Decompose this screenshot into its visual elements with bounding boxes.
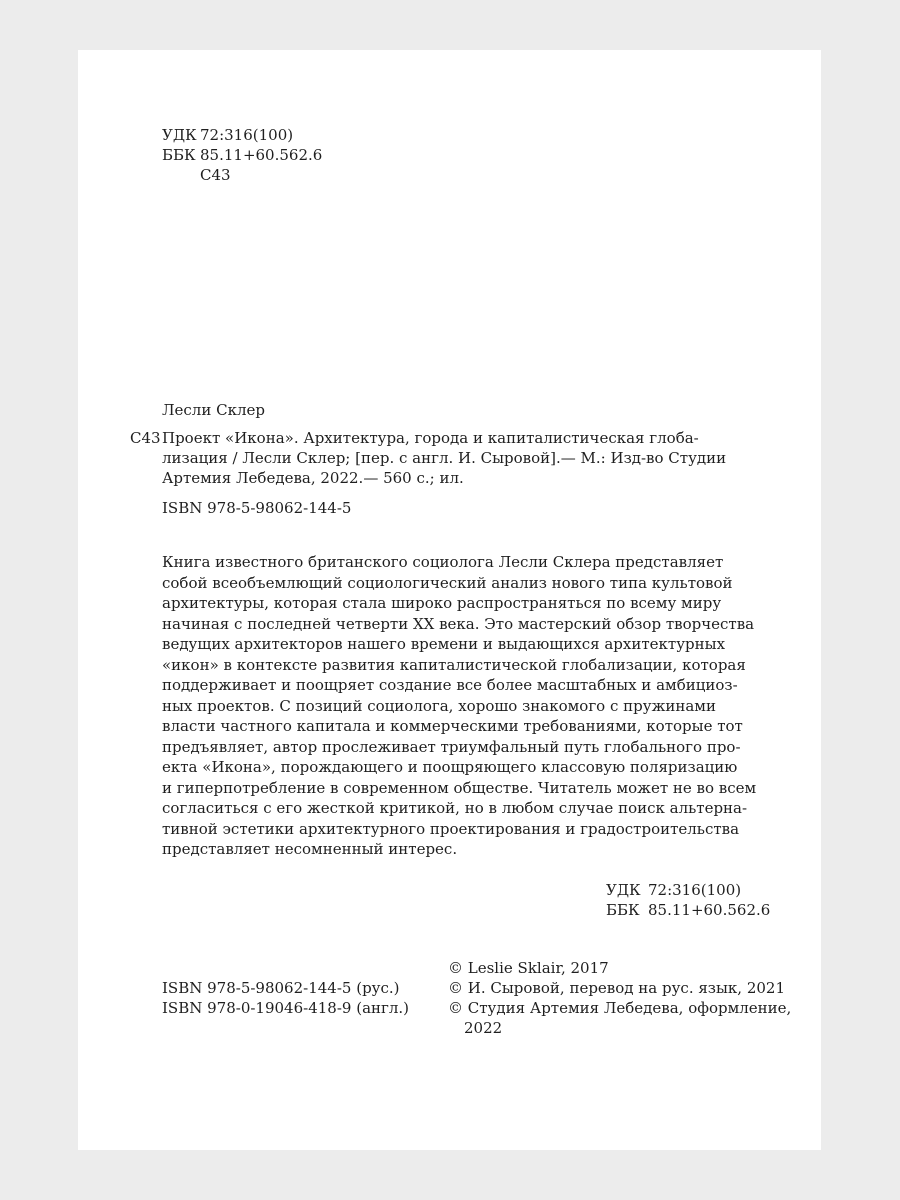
annotation-line: «икон» в контексте развития капиталистической глобализации, которая bbox=[162, 655, 746, 674]
udk-row bbox=[606, 880, 770, 900]
udk-label: УДК bbox=[162, 126, 197, 144]
annotation-line: ных проектов. С позиций социолога, хорошо знакомого с пружинами bbox=[162, 696, 716, 715]
annotation-line: собой всеобъемлющий социологический анализ нового типа культовой bbox=[162, 573, 733, 592]
copyright-line: 2022 bbox=[464, 1019, 503, 1037]
udk-value: 72:316(100) bbox=[200, 126, 294, 144]
book-imprint-page bbox=[78, 50, 821, 1150]
annotation-line: Книга известного британского социолога Лесли Склера представляет bbox=[162, 553, 724, 571]
bbk-value: 85.11+60.562.6 bbox=[200, 146, 323, 164]
udk-row bbox=[162, 125, 322, 145]
annotation-line: екта «Икона», порождающего и поощряющего классовую поляризацию bbox=[162, 758, 738, 776]
isbn-english: ISBN 978-0-19046-418-9 (англ.) bbox=[162, 999, 410, 1017]
bbk-label: ББК bbox=[606, 901, 640, 919]
isbn-main: ISBN 978-5-98062-144-5 bbox=[162, 499, 352, 517]
bibliographic-record bbox=[162, 428, 726, 488]
copyright-line: © Leslie Sklair, 2017 bbox=[448, 959, 609, 977]
annotation-line: предъявляет, автор прослеживает триумфальный путь глобального про- bbox=[162, 737, 741, 756]
annotation-line: начиная с последней четверти XX века. Это мастерский обзор творчества bbox=[162, 614, 755, 633]
biblio-author-mark: С43 bbox=[130, 429, 161, 447]
bbk-value: 85.11+60.562.6 bbox=[648, 901, 771, 919]
copyright-line: © Студия Артемия Лебедева, оформление, bbox=[448, 999, 792, 1017]
isbn-list bbox=[162, 978, 409, 1018]
isbn-russian: ISBN 978-5-98062-144-5 (рус.) bbox=[162, 979, 400, 997]
copyright-notices bbox=[448, 958, 791, 1038]
biblio-line: Артемия Лебедева, 2022.— 560 с.; ил. bbox=[162, 469, 464, 487]
udk-label: УДК bbox=[606, 881, 641, 899]
author-name: Лесли Склер bbox=[162, 401, 265, 419]
annotation bbox=[162, 552, 762, 860]
bbk-row bbox=[606, 900, 770, 920]
annotation-line: архитектуры, которая стала широко распространяться по всему миру bbox=[162, 594, 722, 612]
annotation-line: ведущих архитекторов нашего времени и выдающихся архитектурных bbox=[162, 635, 726, 653]
annotation-line: тивной эстетики архитектурного проектирования и градостроительства bbox=[162, 819, 740, 838]
annotation-line: поддерживает и поощряет создание все более масштабных и амбициоз- bbox=[162, 676, 738, 694]
annotation-line: согласиться с его жесткой критикой, но в любом случае поиск альтерна- bbox=[162, 799, 748, 817]
biblio-line: лизация / Лесли Склер; [пер. с англ. И. Сыровой].— М.: Изд-во Студии bbox=[162, 449, 727, 467]
annotation-line: власти частного капитала и коммерческими требованиями, которые тот bbox=[162, 717, 743, 735]
udk-value: 72:316(100) bbox=[648, 881, 742, 899]
biblio-line: Проект «Икона». Архитектура, города и капиталистическая глоба- bbox=[162, 429, 699, 447]
bbk-row bbox=[162, 145, 322, 165]
bbk-label: ББК bbox=[162, 146, 196, 164]
annotation-line: представляет несомненный интерес. bbox=[162, 840, 458, 858]
classification-top bbox=[162, 125, 322, 185]
annotation-line: и гиперпотребление в современном обществе. Читатель может не во всем bbox=[162, 778, 757, 797]
classification-bottom bbox=[606, 880, 770, 920]
copyright-line: © И. Сыровой, перевод на рус. язык, 2021 bbox=[448, 979, 786, 997]
author-mark: С43 bbox=[200, 166, 231, 184]
